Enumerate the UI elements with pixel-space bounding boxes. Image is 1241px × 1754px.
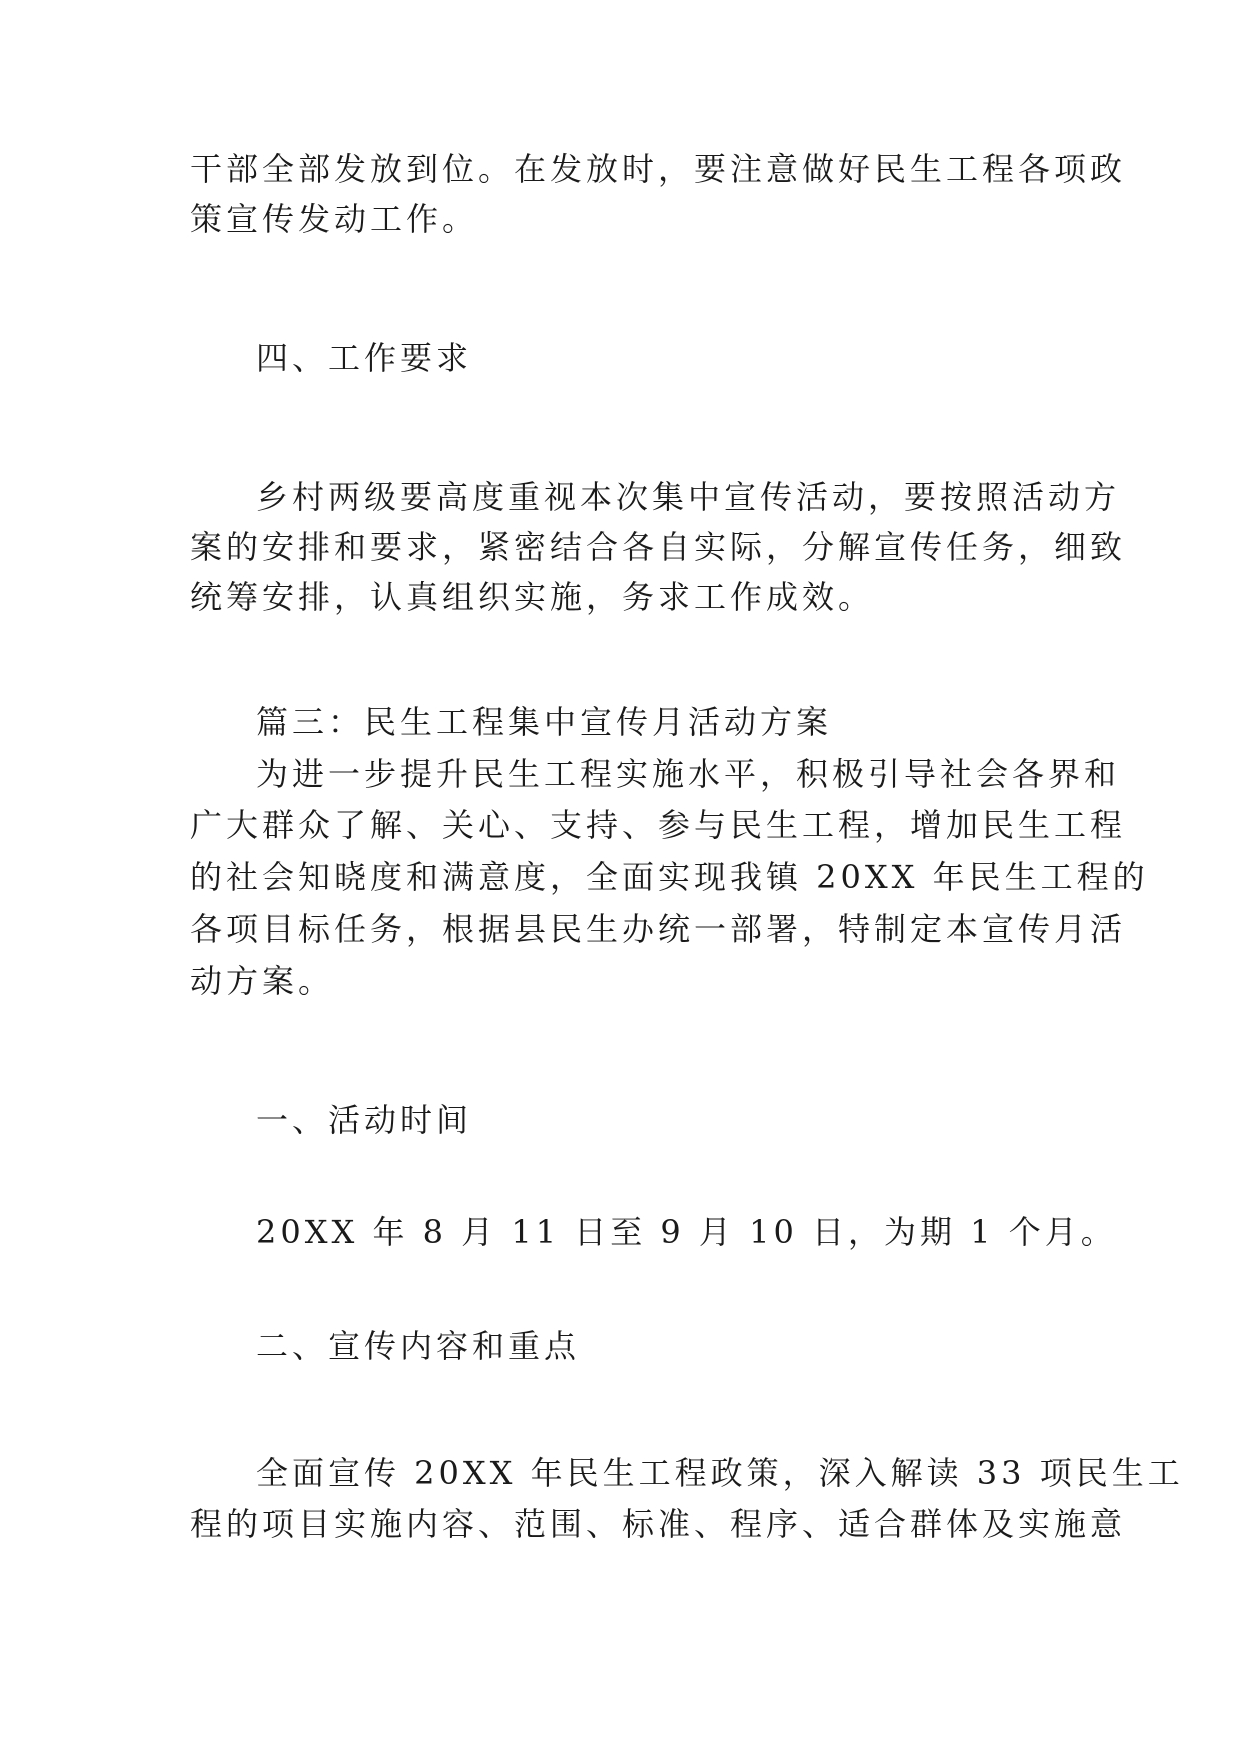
- section-heading: 四、工作要求: [256, 339, 473, 377]
- paragraph-line: 策宣传发动工作。: [190, 200, 479, 238]
- paragraph-line: 统筹安排，认真组织实施，务求工作成效。: [190, 578, 875, 616]
- paragraph-line: 干部全部发放到位。在发放时，要注意做好民生工程各项政: [190, 150, 1127, 188]
- section-heading: 二、宣传内容和重点: [256, 1327, 581, 1365]
- paragraph-line: 20XX 年 8 月 11 日至 9 月 10 日，为期 1 个月。: [256, 1213, 1117, 1251]
- paragraph-line: 案的安排和要求，紧密结合各自实际，分解宣传任务，细致: [190, 528, 1127, 566]
- section-heading: 一、活动时间: [256, 1101, 473, 1139]
- paragraph-line: 的社会知晓度和满意度，全面实现我镇 20XX 年民生工程的: [190, 858, 1149, 896]
- paragraph-line: 全面宣传 20XX 年民生工程政策，深入解读 33 项民生工: [256, 1454, 1184, 1492]
- paragraph-line: 为进一步提升民生工程实施水平，积极引导社会各界和: [256, 755, 1121, 793]
- paragraph-line: 动方案。: [190, 962, 335, 1000]
- paragraph-line: 各项目标任务，根据县民生办统一部署，特制定本宣传月活: [190, 910, 1127, 948]
- paragraph-line: 广大群众了解、关心、支持、参与民生工程，增加民生工程: [190, 806, 1127, 844]
- chapter-title: 篇三：民生工程集中宣传月活动方案: [256, 703, 833, 741]
- paragraph-line: 程的项目实施内容、范围、标准、程序、适合群体及实施意: [190, 1505, 1127, 1543]
- paragraph-line: 乡村两级要高度重视本次集中宣传活动，要按照活动方: [256, 478, 1121, 516]
